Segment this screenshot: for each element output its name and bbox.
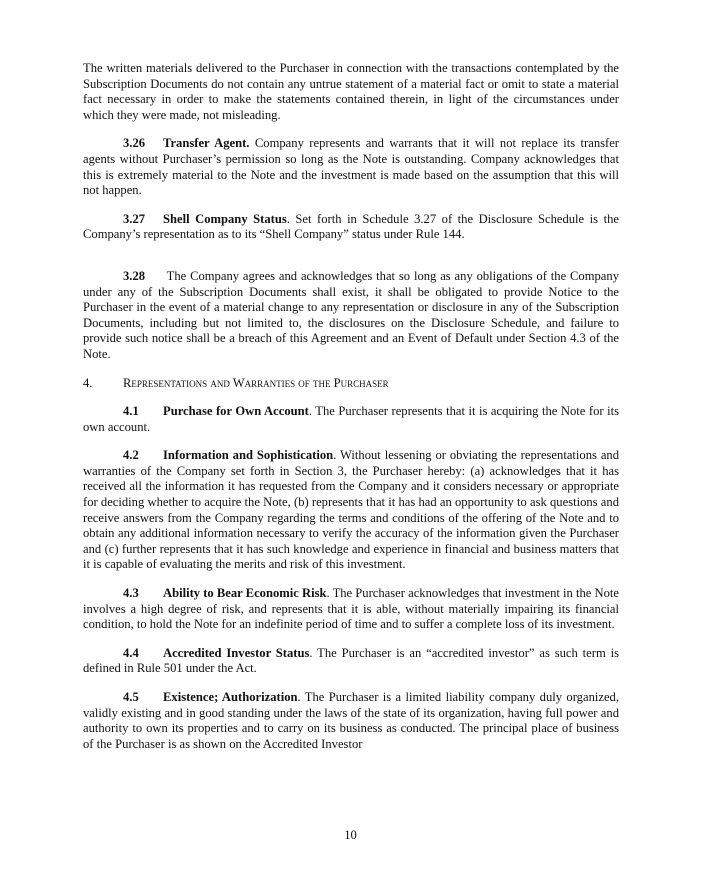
section-text: . The Purchaser is an “accredited investor” as such term is defined in Rule 501 under the Act.	[83, 645, 620, 676]
page-number: 10	[344, 828, 357, 842]
section-text: . Without lessening or obviating the representations and warranties of the Company set forth in Section 3, the Purchaser hereby: (a) acknowledges that it has received all the information it has requested from the Company and it considers necessary or appropriate for deciding whether to acquire the Note, (b) represents that it has had an opportunity to ask questions and receive answers from the Company regarding the terms and conditions of the offering of the Note and to obtain any additional information necessary to verify the accuracy of the information given the Purchaser and (c) further represents that it has such knowledge and experience in financial and business matters that it is capable of evaluating the merits and risk of this investment.	[83, 448, 619, 572]
section-4-2	[83, 448, 619, 573]
section-4-1	[83, 404, 619, 435]
section-4-3	[83, 586, 619, 633]
section-3-26	[83, 136, 619, 198]
section-4-5	[83, 690, 619, 752]
section-4-heading	[83, 376, 619, 392]
section-text: The Company agrees and acknowledges that so long as any obligations of the Company under any of the Subscription Documents shall exist, it shall be obligated to provide Notice to the Purchaser in the event of a material change to any representation or disclosure in any of the Subscription Documents, including but not limited to, the disclosures on the Disclosure Schedule, and failure to provide such notice shall be a breach of this Agreement and an Event of Default under Section 4.3 of the Note.	[83, 268, 619, 361]
section-heading: Ability to Bear Economic Risk	[163, 586, 327, 601]
section-number: 4.2	[123, 448, 139, 463]
section-text: . The Purchaser is a limited liability company duly organized, validly existing and in good standing under the laws of the state of its organization, having full power and authority to own its properties and to carry on its business as conducted. The principal place of business of the Purchaser is as shown on the Accredited Investor	[83, 690, 619, 751]
section-3-27	[83, 212, 619, 243]
section-number: 4.4	[123, 645, 139, 660]
section-number: 4.3	[123, 586, 139, 601]
section-number: 4.1	[123, 404, 139, 419]
section-text: . Set forth in Schedule 3.27 of the Disclosure Schedule is the Company’s representation as to its “Shell Company” status under Rule 144.	[83, 211, 619, 242]
section-heading: Accredited Investor Status	[163, 645, 310, 660]
section-number: 3.27	[123, 211, 146, 226]
section-3-28	[83, 269, 619, 363]
section-text: . The Purchaser represents that it is acquiring the Note for its own account.	[83, 404, 619, 434]
section-number: 3.28	[123, 268, 146, 283]
section-4-4	[83, 646, 619, 677]
section-text: . The Purchaser acknowledges that investment in the Note involves a high degree of risk, and represents that it is able, without materially impairing its financial condition, to hold the Note for an indefinite period of time and to suffer a complete loss of its investment.	[83, 586, 619, 632]
section-heading: Purchase for Own Account	[163, 404, 309, 419]
section-4-title: Representations and Warranties of the Purchaser	[123, 375, 389, 390]
document-page	[83, 61, 619, 765]
section-heading: Existence; Authorization	[163, 690, 298, 704]
section-heading: Shell Company Status	[163, 211, 287, 226]
section-4-number: 4.	[83, 375, 93, 390]
section-text: Company represents and warrants that it will not replace its transfer agents without Purchaser’s permission so long as the Note is outstanding. Company acknowledges that this is extremely material to the Note and the investment is made based on the assumption that this will not happen.	[83, 136, 619, 198]
section-heading: Information and Sophistication	[163, 448, 334, 463]
section-number: 3.26	[123, 136, 146, 151]
section-heading: Transfer Agent.	[163, 136, 250, 151]
section-number: 4.5	[123, 690, 139, 704]
intro-paragraph: The written materials delivered to the Purchaser in connection with the transactions contemplated by the Subscription Documents do not contain any untrue statement of a material fact or omit to state a material fact necessary in order to make the statements contained therein, in light of the circumstances under which they were made, not misleading.	[83, 61, 619, 122]
